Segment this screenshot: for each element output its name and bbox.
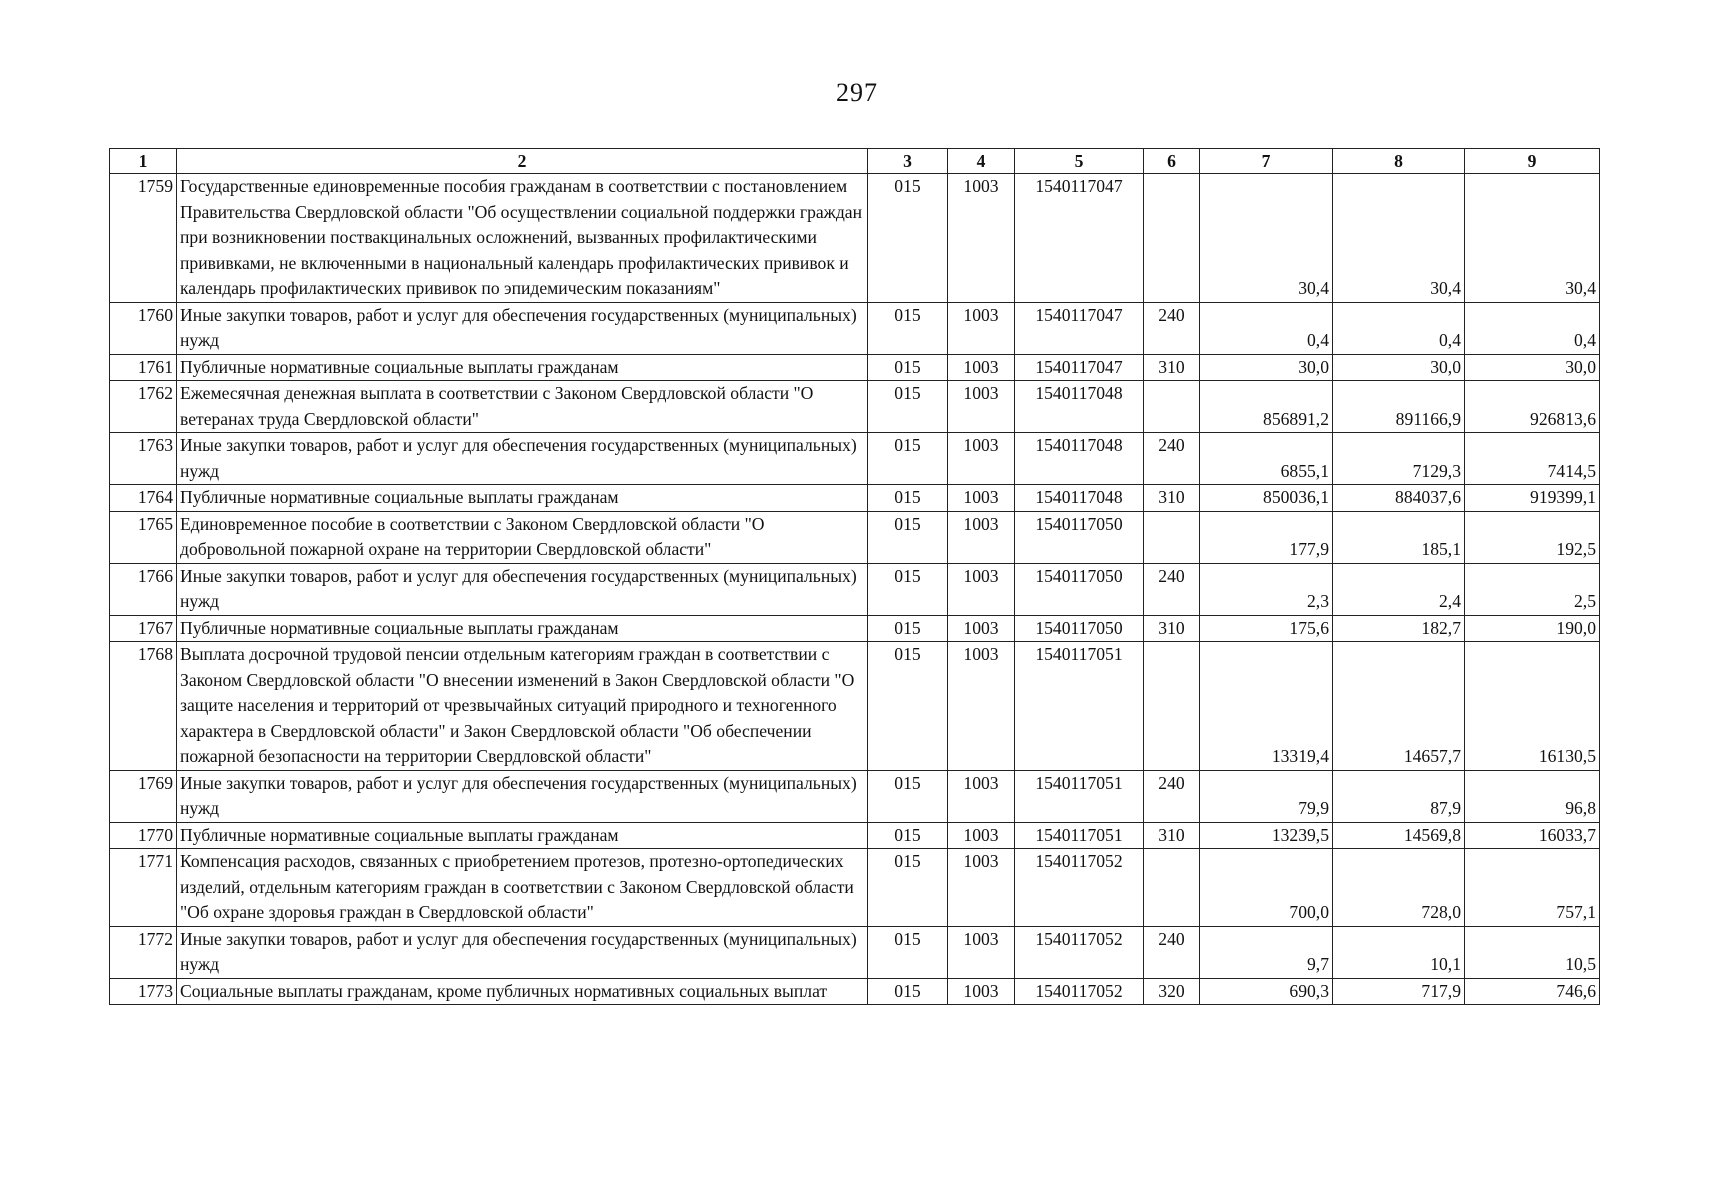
row-name-cell: Иные закупки товаров, работ и услуг для обеспечения государственных (муниципальных) нужд — [177, 302, 868, 354]
expense-type-cell — [1144, 849, 1200, 927]
table-row — [110, 302, 1600, 354]
section-code-cell: 1003 — [948, 485, 1015, 512]
admin-code-cell: 015 — [868, 381, 948, 433]
column-header: 6 — [1144, 149, 1200, 174]
admin-code-cell: 015 — [868, 770, 948, 822]
row-number-cell: 1770 — [110, 822, 177, 849]
target-article-cell: 1540117050 — [1015, 563, 1144, 615]
row-number-cell: 1759 — [110, 174, 177, 303]
expense-type-cell — [1144, 511, 1200, 563]
amount-col7-cell: 6855,1 — [1200, 433, 1333, 485]
column-header: 7 — [1200, 149, 1333, 174]
target-article-cell: 1540117047 — [1015, 354, 1144, 381]
section-code-cell: 1003 — [948, 511, 1015, 563]
row-number-cell: 1764 — [110, 485, 177, 512]
section-code-cell: 1003 — [948, 174, 1015, 303]
row-name-cell: Выплата досрочной трудовой пенсии отдельным категориям граждан в соответствии с Законом Свердловской области "О внесении изменений в Закон Свердловской области "О защите населения и территорий от чрезвычайных ситуаций природного и техногенного характера в Свердловской области" и Закон Свердловской области "Об обеспечении пожарной безопасности на территории Свердловской области" — [177, 642, 868, 771]
column-header: 2 — [177, 149, 868, 174]
expense-type-cell: 240 — [1144, 302, 1200, 354]
table-row — [110, 770, 1600, 822]
expense-type-cell: 320 — [1144, 978, 1200, 1005]
amount-col8-cell: 87,9 — [1333, 770, 1465, 822]
row-name-cell: Иные закупки товаров, работ и услуг для обеспечения государственных (муниципальных) нужд — [177, 563, 868, 615]
section-code-cell: 1003 — [948, 849, 1015, 927]
table-row — [110, 433, 1600, 485]
row-name-cell: Государственные единовременные пособия гражданам в соответствии с постановлением Правительства Свердловской области "Об осуществлении социальной поддержки граждан при возникновении поствакцинальных осложнений, вызванных профилактическими прививками, не включенными в национальный календарь профилактических прививок и календарь профилактических прививок по эпидемическим показаниям" — [177, 174, 868, 303]
target-article-cell: 1540117052 — [1015, 849, 1144, 927]
column-header: 5 — [1015, 149, 1144, 174]
amount-col7-cell: 9,7 — [1200, 926, 1333, 978]
row-name-cell: Единовременное пособие в соответствии с Законом Свердловской области "О добровольной пожарной охране на территории Свердловской области" — [177, 511, 868, 563]
row-name-cell: Публичные нормативные социальные выплаты гражданам — [177, 354, 868, 381]
column-header: 3 — [868, 149, 948, 174]
section-code-cell: 1003 — [948, 770, 1015, 822]
table-row — [110, 978, 1600, 1005]
amount-col7-cell: 13239,5 — [1200, 822, 1333, 849]
amount-col8-cell: 185,1 — [1333, 511, 1465, 563]
admin-code-cell: 015 — [868, 849, 948, 927]
amount-col9-cell: 7414,5 — [1465, 433, 1600, 485]
row-name-cell: Ежемесячная денежная выплата в соответствии с Законом Свердловской области "О ветеранах труда Свердловской области" — [177, 381, 868, 433]
target-article-cell: 1540117052 — [1015, 926, 1144, 978]
row-name-cell: Компенсация расходов, связанных с приобретением протезов, протезно-ортопедических изделий, отдельным категориям граждан в соответствии с Законом Свердловской области "Об охране здоровья граждан в Свердловской области" — [177, 849, 868, 927]
admin-code-cell: 015 — [868, 642, 948, 771]
amount-col7-cell: 850036,1 — [1200, 485, 1333, 512]
amount-col9-cell: 30,4 — [1465, 174, 1600, 303]
page-number: 297 — [836, 78, 878, 107]
table-row — [110, 381, 1600, 433]
target-article-cell: 1540117050 — [1015, 511, 1144, 563]
row-number-cell: 1760 — [110, 302, 177, 354]
row-name-cell: Иные закупки товаров, работ и услуг для обеспечения государственных (муниципальных) нужд — [177, 926, 868, 978]
expense-type-cell: 310 — [1144, 485, 1200, 512]
column-header: 4 — [948, 149, 1015, 174]
table-row — [110, 926, 1600, 978]
admin-code-cell: 015 — [868, 485, 948, 512]
section-code-cell: 1003 — [948, 433, 1015, 485]
section-code-cell: 1003 — [948, 642, 1015, 771]
table-row — [110, 822, 1600, 849]
admin-code-cell: 015 — [868, 433, 948, 485]
column-header: 9 — [1465, 149, 1600, 174]
amount-col9-cell: 96,8 — [1465, 770, 1600, 822]
admin-code-cell: 015 — [868, 926, 948, 978]
row-name-cell: Публичные нормативные социальные выплаты гражданам — [177, 615, 868, 642]
amount-col8-cell: 2,4 — [1333, 563, 1465, 615]
row-number-cell: 1765 — [110, 511, 177, 563]
amount-col7-cell: 30,0 — [1200, 354, 1333, 381]
admin-code-cell: 015 — [868, 615, 948, 642]
table-row — [110, 615, 1600, 642]
target-article-cell: 1540117048 — [1015, 485, 1144, 512]
row-number-cell: 1769 — [110, 770, 177, 822]
table-row — [110, 511, 1600, 563]
table-row — [110, 563, 1600, 615]
table-row — [110, 485, 1600, 512]
admin-code-cell: 015 — [868, 978, 948, 1005]
section-code-cell: 1003 — [948, 381, 1015, 433]
column-header: 1 — [110, 149, 177, 174]
row-number-cell: 1761 — [110, 354, 177, 381]
budget-table — [109, 148, 1600, 1005]
amount-col9-cell: 16130,5 — [1465, 642, 1600, 771]
expense-type-cell: 240 — [1144, 926, 1200, 978]
row-name-cell: Публичные нормативные социальные выплаты гражданам — [177, 485, 868, 512]
amount-col7-cell: 177,9 — [1200, 511, 1333, 563]
expense-type-cell: 310 — [1144, 615, 1200, 642]
amount-col7-cell: 690,3 — [1200, 978, 1333, 1005]
section-code-cell: 1003 — [948, 563, 1015, 615]
amount-col8-cell: 182,7 — [1333, 615, 1465, 642]
admin-code-cell: 015 — [868, 563, 948, 615]
admin-code-cell: 015 — [868, 302, 948, 354]
section-code-cell: 1003 — [948, 302, 1015, 354]
amount-col8-cell: 30,4 — [1333, 174, 1465, 303]
row-number-cell: 1763 — [110, 433, 177, 485]
amount-col8-cell: 14569,8 — [1333, 822, 1465, 849]
admin-code-cell: 015 — [868, 354, 948, 381]
target-article-cell: 1540117052 — [1015, 978, 1144, 1005]
amount-col7-cell: 79,9 — [1200, 770, 1333, 822]
expense-type-cell: 310 — [1144, 822, 1200, 849]
amount-col7-cell: 175,6 — [1200, 615, 1333, 642]
amount-col8-cell: 0,4 — [1333, 302, 1465, 354]
amount-col9-cell: 10,5 — [1465, 926, 1600, 978]
section-code-cell: 1003 — [948, 822, 1015, 849]
target-article-cell: 1540117048 — [1015, 433, 1144, 485]
amount-col8-cell: 717,9 — [1333, 978, 1465, 1005]
target-article-cell: 1540117051 — [1015, 822, 1144, 849]
admin-code-cell: 015 — [868, 822, 948, 849]
section-code-cell: 1003 — [948, 926, 1015, 978]
column-header: 8 — [1333, 149, 1465, 174]
target-article-cell: 1540117051 — [1015, 770, 1144, 822]
amount-col8-cell: 884037,6 — [1333, 485, 1465, 512]
expense-type-cell: 240 — [1144, 770, 1200, 822]
row-number-cell: 1762 — [110, 381, 177, 433]
table-row — [110, 642, 1600, 771]
row-number-cell: 1767 — [110, 615, 177, 642]
table-row — [110, 354, 1600, 381]
amount-col7-cell: 700,0 — [1200, 849, 1333, 927]
amount-col9-cell: 926813,6 — [1465, 381, 1600, 433]
target-article-cell: 1540117047 — [1015, 302, 1144, 354]
row-name-cell: Публичные нормативные социальные выплаты гражданам — [177, 822, 868, 849]
admin-code-cell: 015 — [868, 511, 948, 563]
amount-col7-cell: 13319,4 — [1200, 642, 1333, 771]
amount-col9-cell: 192,5 — [1465, 511, 1600, 563]
expense-type-cell: 240 — [1144, 563, 1200, 615]
target-article-cell: 1540117051 — [1015, 642, 1144, 771]
expense-type-cell: 310 — [1144, 354, 1200, 381]
table-row — [110, 174, 1600, 303]
row-number-cell: 1772 — [110, 926, 177, 978]
amount-col9-cell: 2,5 — [1465, 563, 1600, 615]
target-article-cell: 1540117050 — [1015, 615, 1144, 642]
section-code-cell: 1003 — [948, 615, 1015, 642]
expense-type-cell — [1144, 381, 1200, 433]
amount-col9-cell: 0,4 — [1465, 302, 1600, 354]
target-article-cell: 1540117048 — [1015, 381, 1144, 433]
row-number-cell: 1766 — [110, 563, 177, 615]
table-row — [110, 849, 1600, 927]
amount-col8-cell: 14657,7 — [1333, 642, 1465, 771]
amount-col7-cell: 30,4 — [1200, 174, 1333, 303]
row-number-cell: 1768 — [110, 642, 177, 771]
amount-col9-cell: 746,6 — [1465, 978, 1600, 1005]
amount-col8-cell: 728,0 — [1333, 849, 1465, 927]
row-number-cell: 1773 — [110, 978, 177, 1005]
amount-col7-cell: 0,4 — [1200, 302, 1333, 354]
amount-col7-cell: 856891,2 — [1200, 381, 1333, 433]
expense-type-cell — [1144, 642, 1200, 771]
expense-type-cell — [1144, 174, 1200, 303]
amount-col9-cell: 16033,7 — [1465, 822, 1600, 849]
section-code-cell: 1003 — [948, 354, 1015, 381]
amount-col8-cell: 30,0 — [1333, 354, 1465, 381]
table-body — [110, 174, 1600, 1005]
row-name-cell: Социальные выплаты гражданам, кроме публичных нормативных социальных выплат — [177, 978, 868, 1005]
section-code-cell: 1003 — [948, 978, 1015, 1005]
amount-col9-cell: 757,1 — [1465, 849, 1600, 927]
row-name-cell: Иные закупки товаров, работ и услуг для обеспечения государственных (муниципальных) нужд — [177, 433, 868, 485]
row-name-cell: Иные закупки товаров, работ и услуг для обеспечения государственных (муниципальных) нужд — [177, 770, 868, 822]
row-number-cell: 1771 — [110, 849, 177, 927]
expense-type-cell: 240 — [1144, 433, 1200, 485]
table-header-row — [110, 149, 1600, 174]
amount-col9-cell: 919399,1 — [1465, 485, 1600, 512]
target-article-cell: 1540117047 — [1015, 174, 1144, 303]
amount-col8-cell: 10,1 — [1333, 926, 1465, 978]
amount-col8-cell: 891166,9 — [1333, 381, 1465, 433]
amount-col7-cell: 2,3 — [1200, 563, 1333, 615]
amount-col9-cell: 30,0 — [1465, 354, 1600, 381]
admin-code-cell: 015 — [868, 174, 948, 303]
amount-col9-cell: 190,0 — [1465, 615, 1600, 642]
amount-col8-cell: 7129,3 — [1333, 433, 1465, 485]
